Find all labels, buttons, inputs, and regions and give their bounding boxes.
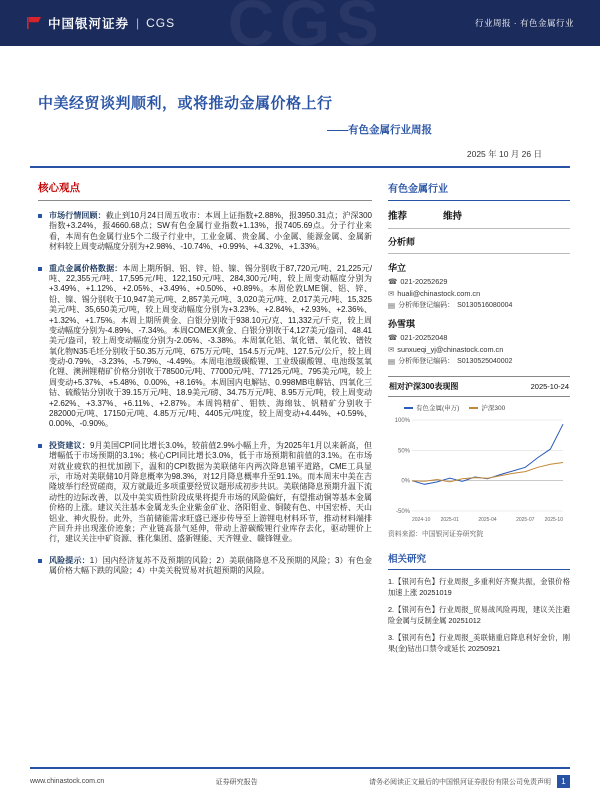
bullet-square-icon [38,444,42,448]
footer-bar [30,767,570,788]
legend-label: 有色金属(申万) [416,405,460,412]
cert-code: S0130525040002 [457,357,513,365]
galaxy-flag-icon [26,16,42,30]
chart-xtick-label: 2024-10 [412,517,431,523]
bullet-square-icon [38,214,42,218]
chart-ytick-label: 100% [394,418,410,424]
chart-title: 相对沪深300表现图 [389,382,459,391]
chart-header [388,376,570,397]
chart-xtick-label: 2025-10 [544,517,563,523]
analyst-name: 华立 [388,263,407,273]
header-bar [0,0,600,46]
analyst-block [388,317,570,366]
legend-swatch-icon [469,407,478,409]
page-content [0,92,600,654]
bullet-investment-advice [38,441,372,545]
chart-date: 2025-10-24 [530,382,569,391]
related-research-item: 2.【银河有色】行业周报_贸易战风险再现，建议关注避险金属与反制金属 20251012 [388,605,570,625]
chart-ytick-label: 0% [401,478,410,485]
brand-name-cn: 中国银河证券 [48,17,130,31]
title-divider [30,166,570,168]
chart-legend-item [404,403,459,412]
bullet-square-icon [38,267,42,271]
legend-swatch-icon [404,407,413,409]
analyst-block [388,261,570,310]
phone-icon: ☎ [388,277,398,286]
email-icon: ✉ [388,288,395,298]
analyst-email: sunxueqi_yj@chinastock.com.cn [397,344,504,354]
bullet-lead: 重点金属价格数据： [49,263,123,273]
chart-xtick-label: 2025-01 [440,517,459,523]
bullet-text: 截止到10月24日周五收市：本周上证指数+2.88%，报3950.31点；沪深300指数+3.24%，报4660.68点；SW有色金属行业指数+1.13%，报7405.69点。分子行业来看，本周有色金属行业5个二级子行业中，工业金属、贵金属、小金属、能源金属、金属新材料较上周变动幅度分别为+2.98%、-10.74%、+0.99%、+4.32%、+1.33%。 [49,211,373,252]
page-number-badge: 1 [557,775,570,788]
brand [26,14,175,32]
analyst-heading: 分析师 [388,229,570,254]
core-bullet-list [38,211,372,577]
badge-icon: ▤ [388,300,396,310]
phone-icon: ☎ [388,333,398,342]
footer-disclaimer: 请务必阅读正文最后的中国银河证券股份有限公司免责声明 [369,778,551,786]
report-date: 2025 年 10 月 26 日 [466,149,542,159]
chart-source: 资料来源：中国银河证券研究院 [388,531,484,538]
bullet-lead: 风险提示： [49,555,90,565]
brand-name-en: CGS [146,16,176,30]
chart-legend-item [469,403,505,412]
badge-icon: ▤ [388,356,396,366]
chart-ytick-label: 50% [397,448,410,455]
bullet-risk-warning [38,556,372,577]
analyst-cert-line [388,356,570,366]
rating-label: 推荐 [388,211,408,222]
cgs-watermark: CGS [228,0,385,46]
sidebar [388,180,570,654]
footer-website: www.chinastock.com.cn [30,778,105,785]
related-research-item: 1.【银河有色】行业周报_多重利好齐聚共振，金银价格加速上涨 20251019 [388,577,570,597]
analyst-phone: 021-20252048 [400,333,448,342]
bullet-metal-prices [38,264,372,430]
core-viewpoint-heading: 核心观点 [38,180,372,201]
bullet-text: 1）国内经济复苏不及预期的风险；2）美联储降息不及预期的风险；3）有色金属价格大幅下跌的风险；4）中美关税贸易对抗超预期的风险。 [49,555,372,576]
analyst-name: 孙雪琪 [388,319,416,329]
email-icon: ✉ [388,344,395,354]
analyst-cert-line [388,300,570,310]
cert-label: 分析师登记编码： [398,358,455,365]
related-research-heading: 相关研究 [388,551,570,570]
report-subtitle: ——有色金属行业周报 [327,124,432,136]
chart-ytick-label: -50% [395,509,410,515]
report-title: 中美经贸谈判顺利，或将推动金属价格上行 [38,95,333,112]
analyst-phone: 021-20252629 [400,277,448,286]
analyst-email-line [388,289,570,298]
main-column [30,180,372,654]
analyst-email: huali@chinastock.com.cn [397,288,481,298]
analyst-phone-line [388,277,570,286]
bullet-market-review [38,211,372,253]
bullet-text: 9月美国CPI同比增长3.0%，较前值2.9%小幅上升，为2025年1月以来新高，但增幅低于市场预期的3.1%；核心CPI同比增长3.0%，低于市场预期和前值的3.1%。在市场对就业疲软的担忧加剧下，温和的CPI数据为美联储年内两次降息铺平道路，CME工具显示，市场对美联储10月降息概率为98.3%，对12月降息概率升至91.1%。而本周末中美在吉隆坡举行经贸磋商，双方就最近多项重要经贸议题形成初步共识。美联储降息预期升温下流动性的边际改善，以及中美实质性阶段成果将提升市场的风险偏好，有望推动铜等基本金属价格的上涨。建议关注基本金属龙头企业紫金矿业、洛阳钼业、铜陵有色、中国宏桥、天山铝业、神火股份。此外，当前储能需求旺盛已逐步传导至上游锂电材料环节，推动材料端排产回升并出现涨价迹象；产业链高景气延伸，带动上游碳酸锂行业库存去化，驱动锂价上行，建议关注中矿资源、雅化集团、盛新锂能、天齐锂业、赣锋锂业。 [49,440,373,544]
bullet-lead: 市场行情回顾： [49,211,106,220]
cert-label: 分析师登记编码： [398,302,455,309]
performance-chart [388,414,568,524]
analyst-phone-line [388,333,570,342]
chart-xtick-label: 2025-04 [478,517,497,523]
header-report-type: 行业周报 · 有色金属行业 [474,18,574,28]
legend-label: 沪深300 [481,405,506,412]
analyst-email-line [388,345,570,354]
footer-report-type: 证券研究报告 [215,778,258,786]
cert-code: S0130516080004 [457,301,513,309]
rating-value: 维持 [443,211,463,222]
brand-separator: | [136,16,140,30]
bullet-text: 本周上期所铜、铝、锌、铅、镍、锡分别收于87,720元/吨、21,225元/吨、22,355元/吨、17,595元/吨、122,150元/吨、284,300元/吨，较上周变动幅度分别为+3.49%、+1.12%、+2.05%、+3.49%、+0.50%、+0.89%。本周伦敦LME铜、铝、锌、铅、镍、锡分别收于10,947美元/吨、2,857美元/吨、3,020美元/吨、2,017美元/吨、15,325美元/吨、35,650美元/吨，较上周变动幅度分别为+3.23%、+2.84%、+2.93%、+2.36%、+1.32%、+1.75%。本周上期所黄金、白银分别收于938.10元/克、11,332元/千克，较上周变动幅度分别为-4.89%、-7.34%。本周COMEX黄金、白银分别收于4,127美元/盎司、48.41美元/盎司，较上周变动幅度分别为-2.05%、-3.38%。本周氧化铝、氧化镨、氧化钕、镨钕氧化物N35毛坯分别收于50.35万元/吨、675万元/吨、154.5万元/吨、127.5元/公斤，较上周变动-0.79%、-3.23%、-5.79%、-4.49%。本周电池级碳酸锂、工业级碳酸锂、电池级氢氧化锂、澳洲锂精矿价格分别收于78500元/吨、77000元/吨、77125元/吨、795美元/吨，较上周变动+5.37%、+5.48%、0.00%、+8.16%。本周国内电解钴、0.998MB电解钴、四氧化三钴、硫酸钴分别收于39.15万元/吨、18.9美元/磅、34.75万元/吨、8.95万元/吨，较上周变动+2.62%、+3.37%、+6.11%、+2.87%。本周钨精矿、钼铁、海绵钛、钒精矿分别收于282000元/吨、17150元/吨、4.85万元/吨、4405元/吨度，较上周变动+4.44%、+0.59%、0.00%、-0.90%。 [49,263,372,429]
bullet-lead: 投资建议： [49,440,90,450]
rating-row [388,201,570,229]
bullet-square-icon [38,559,42,563]
related-research-item: 3.【银河有色】行业周报_美联储重启降息利好金价，刚果(金)钴出口禁令或延长 20250921 [388,633,570,653]
industry-title: 有色金属行业 [388,180,570,201]
chart-legend [404,403,570,412]
chart-xtick-label: 2025-07 [516,517,535,523]
chart-series-line-0 [412,424,563,484]
